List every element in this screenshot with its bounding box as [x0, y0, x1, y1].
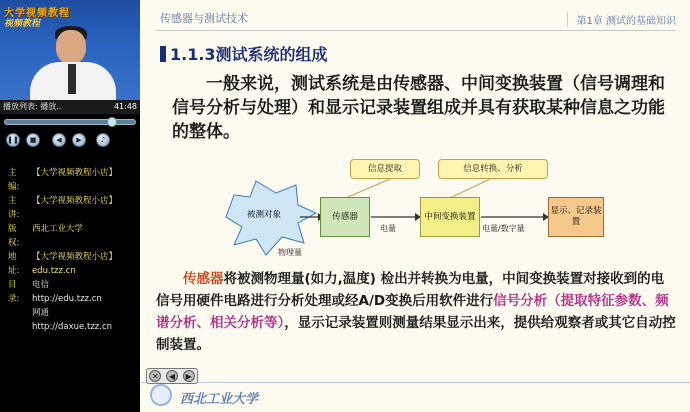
meta-row-copyright: 版 权: 西北工业大学	[8, 224, 84, 248]
media-player-panel	[0, 0, 140, 412]
pause-icon[interactable]: ❚❚	[6, 133, 20, 147]
lecture-slide	[140, 0, 690, 412]
meta-row-toc: 目 录: 电信 http://edu.tzz.cn 网通 http://daxue.tzz.cn	[8, 280, 113, 332]
meta-row-address: 地 址: 【大学视频教程小店】edu.tzz.cn	[8, 252, 118, 276]
player-info-bar	[0, 100, 140, 114]
lecturer-head	[56, 30, 86, 64]
callout-info-extraction: 信息提取	[350, 159, 420, 179]
course-title: 传感器与测试技术	[160, 12, 248, 25]
playlist-label[interactable]: 播放列表: 播放..	[3, 102, 62, 111]
stop-icon[interactable]: ■	[26, 133, 40, 147]
next-slide-icon[interactable]: ▶	[183, 370, 195, 382]
chapter-title: 第1章 测试的基础知识	[567, 12, 676, 27]
intermediate-converter-box: 中间变换装置	[420, 197, 480, 237]
measured-object-label: 被测对象	[246, 209, 281, 220]
volume-icon[interactable]: ♪	[96, 133, 110, 147]
physical-quantity-label: 物理量	[278, 248, 302, 257]
lecturer-video	[0, 0, 140, 100]
wire-label-electric-digital: 电量/数字量	[482, 224, 525, 233]
seek-bar[interactable]	[4, 119, 136, 125]
system-diagram	[220, 155, 620, 270]
callout-info-conversion: 信息转换、分析	[438, 159, 548, 179]
section-title: 1.1.3测试系统的组成	[160, 42, 328, 65]
seek-handle[interactable]	[107, 117, 117, 127]
intro-paragraph: 一般来说，测试系统是由传感器、中间变换装置（信号调理和信号分析与处理）和显示记录装置组成并具有获取某种信息之功能的整体。	[172, 74, 665, 142]
previous-icon[interactable]: ◀	[52, 133, 66, 147]
university-seal-icon	[150, 384, 172, 406]
university-name: 西北工业大学	[180, 392, 259, 407]
video-logo: 大学视频教程	[4, 8, 70, 19]
previous-slide-icon[interactable]: ◀	[166, 370, 178, 382]
display-record-box: 显示、记录装置	[548, 197, 604, 237]
player-controls	[0, 128, 140, 154]
playback-time: 41:48	[113, 102, 137, 111]
next-icon[interactable]: ▶	[72, 133, 86, 147]
video-logo-sub: 视频教程	[4, 19, 41, 29]
wire-label-electric: 电量	[380, 224, 396, 233]
description-paragraph: 传感器将被测物理量(如力,温度) 检出并转换为电量，中间变换装置对接收到的电信号用硬件电路进行分析处理或经A/D变换后用软件进行信号分析（提取特征参数、频谱分析、相关分析等），显示记录装置则测量结果显示出来，提供给观察者或其它自动控制装置。	[156, 271, 676, 353]
sensor-box: 传感器	[320, 197, 370, 237]
meta-row-editor: 主 编: 【大学视频教程小店】	[8, 168, 118, 192]
bullet-square-icon	[160, 46, 166, 62]
video-metadata	[0, 162, 140, 412]
slide-mini-toolbar	[146, 368, 198, 384]
meta-row-lecturer: 主 讲: 【大学视频教程小店】	[8, 196, 118, 220]
close-icon[interactable]: ✕	[149, 370, 161, 382]
slide-header	[140, 0, 690, 36]
